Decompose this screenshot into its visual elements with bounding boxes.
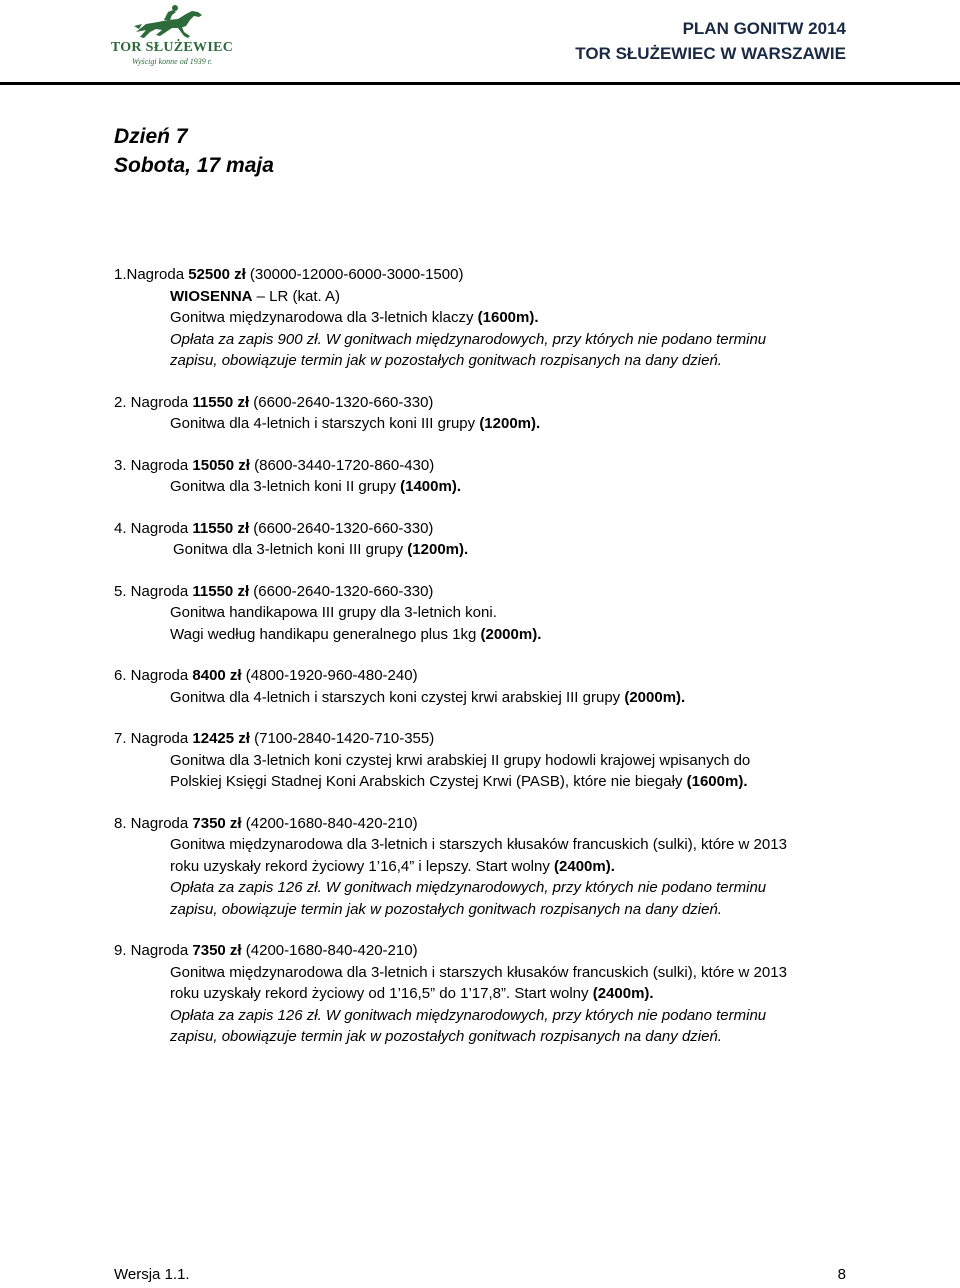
race-prize: 11550 zł (192, 393, 250, 411)
race-number: 3. Nagroda (114, 456, 193, 474)
header-rule (0, 82, 960, 85)
race-weights (114, 624, 854, 646)
race-number: 9. Nagroda (114, 942, 193, 959)
racehorse-icon (106, 2, 238, 42)
race-description-text: Gonitwa dla 4-letnich i starszych koni III grupy (170, 415, 480, 432)
race-prize: 7350 zł (192, 942, 242, 959)
race-prize: 52500 zł (188, 266, 246, 283)
race-description-cont (114, 856, 854, 878)
race-prize-line (114, 455, 854, 477)
race-description-cont (114, 771, 854, 793)
race-prize-line (114, 392, 854, 414)
race-prize-split: (7100-2840-1420-710-355) (249, 730, 435, 747)
race-distance: (1400m). (400, 478, 461, 495)
race-number: 5. Nagroda (114, 582, 193, 600)
race-prize: 11550 zł (192, 582, 250, 600)
race-item (114, 455, 854, 498)
race-distance: (1600m). (477, 309, 539, 326)
logo-tagline: Wyścigi konne od 1939 r. (132, 57, 212, 66)
day-date: Sobota, 17 maja (114, 154, 274, 177)
race-name-line (114, 286, 854, 308)
race-item (114, 392, 854, 435)
race-prize-split: (4200-1680-840-420-210) (241, 942, 418, 959)
race-description-cont (114, 983, 854, 1005)
race-prize-split: (4200-1680-840-420-210) (241, 814, 418, 832)
race-prize-line (114, 581, 854, 603)
race-category: – LR (kat. A) (252, 287, 341, 305)
header-title: PLAN GONITW 2014 (682, 19, 846, 38)
race-distance: (2000m). (624, 688, 686, 706)
race-description-text: Gonitwa międzynarodowa dla 3-letnich klaczy (170, 309, 478, 326)
race-prize-line (114, 728, 854, 750)
race-prize-line (114, 665, 854, 687)
race-prize-line (114, 813, 854, 835)
race-distance: (2000m). (480, 625, 542, 643)
race-prize: 12425 zł (192, 730, 250, 747)
page-number: 8 (837, 1266, 846, 1283)
race-prize-split: (6600-2640-1320-660-330) (249, 582, 434, 600)
day-number: Dzień 7 (114, 125, 188, 148)
race-description-text: Gonitwa dla 3-letnich koni II grupy (170, 478, 401, 495)
race-distance: (2400m). (592, 985, 654, 1002)
race-entry-fee: Opłata za zapis 126 zł. W gonitwach międzynarodowych, przy których nie podano terminu (170, 879, 767, 896)
day-heading (114, 122, 274, 180)
race-description: Gonitwa dla 3-letnich koni czystej krwi arabskiej II grupy hodowli krajowej wpisanych do (170, 751, 751, 769)
race-item (114, 518, 854, 561)
race-description (114, 413, 854, 435)
race-prize-line (114, 264, 854, 286)
race-distance: (1600m). (686, 773, 748, 790)
race-description-text: roku uzyskały rekord życiowy od 1’16,5” do 1’17,8”. Start wolny (170, 985, 593, 1002)
race-number: 4. Nagroda (114, 519, 193, 537)
race-entry-note: zapisu, obowiązuje termin jak w pozostałych gonitwach rozpisanych na dany dzień. (170, 900, 722, 918)
header-subtitle: TOR SŁUŻEWIEC W WARSZAWIE (575, 44, 846, 63)
race-weights-text: Wagi według handikapu generalnego plus 1kg (170, 625, 481, 643)
race-entry-fee: Opłata za zapis 900 zł. W gonitwach międzynarodowych, przy których nie podano terminu (170, 330, 767, 348)
race-description-text: Gonitwa dla 4-letnich i starszych koni czystej krwi arabskiej III grupy (170, 688, 625, 706)
race-description (114, 307, 854, 329)
race-number: 1.Nagroda (114, 266, 189, 283)
race-entry-note: zapisu, obowiązuje termin jak w pozostałych gonitwach rozpisanych na dany dzień. (170, 352, 722, 369)
race-distance: (2400m). (554, 857, 615, 875)
race-number: 7. Nagroda (114, 730, 193, 747)
tor-sluzewiec-logo (106, 2, 238, 72)
race-name: WIOSENNA (170, 287, 253, 305)
race-description: Gonitwa handikapowa III grupy dla 3-letnich koni. (170, 604, 497, 621)
race-prize-split: (4800-1920-960-480-240) (241, 667, 418, 684)
race-prize: 8400 zł (192, 667, 242, 684)
race-prize-line (114, 940, 854, 962)
race-distance: (1200m). (407, 541, 469, 558)
race-description (114, 476, 854, 498)
race-prize-split: (8600-3440-1720-860-430) (249, 456, 435, 474)
race-number: 6. Nagroda (114, 667, 193, 684)
race-list (114, 264, 854, 1068)
race-description: Gonitwa międzynarodowa dla 3-letnich i starszych kłusaków francuskich (sulki), które w 2013 (170, 836, 787, 853)
race-item (114, 813, 854, 921)
race-item (114, 940, 854, 1048)
race-prize-split: (6600-2640-1320-660-330) (249, 393, 434, 411)
race-item (114, 264, 854, 372)
document-header (575, 16, 846, 66)
race-prize: 15050 zł (192, 456, 250, 474)
race-prize: 11550 zł (192, 519, 250, 537)
race-item (114, 728, 854, 793)
race-number: 2. Nagroda (114, 393, 193, 411)
race-description: Gonitwa międzynarodowa dla 3-letnich i starszych kłusaków francuskich (sulki), które w 2013 (170, 963, 787, 981)
race-description-text: Polskiej Księgi Stadnej Koni Arabskich Czystej Krwi (PASB), które nie biegały (170, 773, 687, 790)
race-entry-note: zapisu, obowiązuje termin jak w pozostałych gonitwach rozpisanych na dany dzień. (170, 1028, 722, 1045)
race-description-text: roku uzyskały rekord życiowy 1’16,4” i lepszy. Start wolny (170, 857, 555, 875)
race-prize: 7350 zł (192, 814, 242, 832)
document-version: Wersja 1.1. (114, 1266, 190, 1283)
race-prize-line (114, 518, 854, 540)
race-description (114, 539, 854, 561)
race-description-text: Gonitwa dla 3-letnich koni III grupy (173, 541, 408, 558)
race-description (114, 687, 854, 709)
race-prize-split: (6600-2640-1320-660-330) (249, 519, 434, 537)
race-number: 8. Nagroda (114, 814, 193, 832)
race-distance: (1200m). (479, 415, 541, 432)
race-item (114, 665, 854, 708)
logo-wordmark: TOR SŁUŻEWIEC (110, 40, 234, 55)
race-item (114, 581, 854, 646)
race-prize-split: (30000-12000-6000-3000-1500) (245, 266, 464, 283)
race-entry-fee: Opłata za zapis 126 zł. W gonitwach międzynarodowych, przy których nie podano terminu (170, 1006, 767, 1024)
